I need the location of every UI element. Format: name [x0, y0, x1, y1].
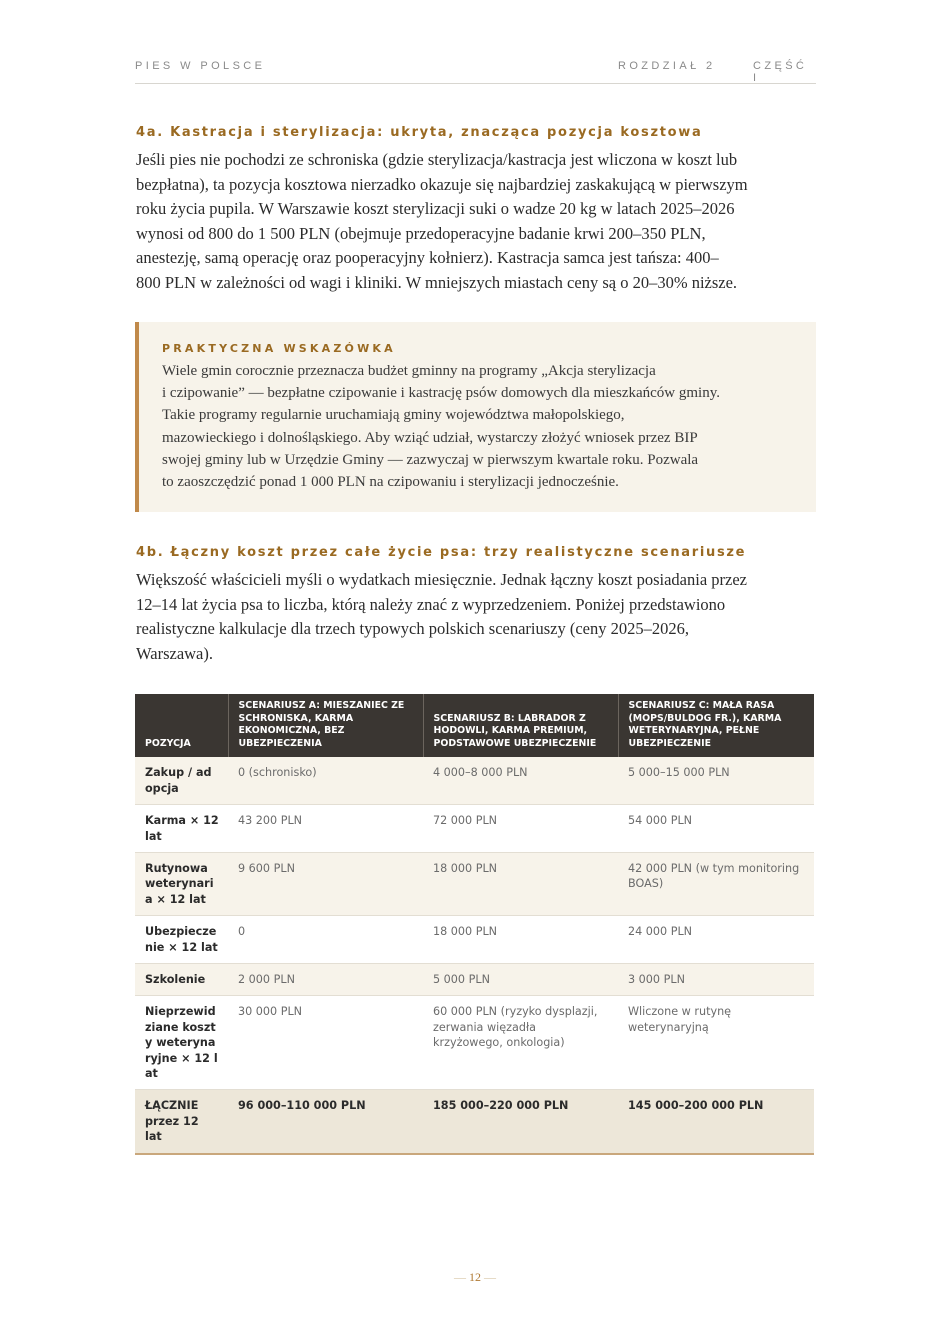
- table-cell: 2 000 PLN: [228, 964, 423, 996]
- table-row: [135, 805, 814, 853]
- tip-line: swojej gminy lub w Urzędzie Gminy — zazwyczaj w pierwszym kwartale roku. Pozwala: [162, 451, 699, 468]
- header-book-title: PIES W POLSCE: [135, 60, 266, 72]
- table-row: [135, 757, 814, 804]
- row-label: Karma × 12 lat: [135, 805, 228, 853]
- paragraph-line: realistyczne kalkulacje dla trzech typowych polskich scenariuszy (ceny 2025–2026,: [136, 619, 690, 639]
- table-cell: 9 600 PLN: [228, 853, 423, 916]
- section-4b-heading: 4b. Łączny koszt przez całe życie psa: trzy realistyczne scenariusze: [136, 545, 747, 560]
- section-4a-heading: 4a. Kastracja i sterylizacja: ukryta, znacząca pozycja kosztowa: [136, 125, 703, 140]
- total-cell: 185 000–220 000 PLN: [423, 1090, 618, 1154]
- table-cell: 18 000 PLN: [423, 853, 618, 916]
- table-cell: 4 000–8 000 PLN: [423, 757, 618, 804]
- row-label: Nieprzewidziane koszty weterynaryjne × 12 lat: [135, 996, 228, 1090]
- table-cell: 5 000–15 000 PLN: [618, 757, 814, 804]
- table-row: [135, 996, 814, 1090]
- table-cell: 18 000 PLN: [423, 916, 618, 964]
- table-cell: 5 000 PLN: [423, 964, 618, 996]
- tip-line: Takie programy regularnie uruchamiają gminy województwa małopolskiego,: [162, 407, 625, 424]
- page-number: 12: [469, 1270, 481, 1284]
- header-part: CZĘŚĆ I: [753, 60, 808, 84]
- table-row: [135, 853, 814, 916]
- row-label: Ubezpieczenie × 12 lat: [135, 916, 228, 964]
- page-number-footer: — 12 —: [454, 1270, 496, 1284]
- tip-line: to zaoszczędzić ponad 1 000 PLN na czipowaniu i sterylizacji jednocześnie.: [162, 474, 619, 491]
- tip-label: PRAKTYCZNA WSKAZÓWKA: [162, 342, 396, 355]
- table-header-row: [135, 694, 814, 757]
- column-header-scenario-b: SCENARIUSZ B: LABRADOR Z HODOWLI, KARMA PREMIUM, PODSTAWOWE UBEZPIECZENIE: [423, 694, 618, 757]
- practical-tip-box: [135, 322, 816, 512]
- row-label: Szkolenie: [135, 964, 228, 996]
- column-header-scenario-a: SCENARIUSZ A: MIESZANIEC ZE SCHRONISKA, KARMA EKONOMICZNA, BEZ UBEZPIECZENIA: [228, 694, 423, 757]
- table-total-row: [135, 1090, 814, 1154]
- tip-line: mazowieckiego i dolnośląskiego. Aby wziąć udział, wystarczy złożyć wniosek przez BIP: [162, 429, 698, 446]
- table-cell: 54 000 PLN: [618, 805, 814, 853]
- table-cell: 60 000 PLN (ryzyko dysplazji, zerwania więzadła krzyżowego, onkologia): [423, 996, 618, 1090]
- table-cell: 42 000 PLN (w tym monitoring BOAS): [618, 853, 814, 916]
- total-cell: 145 000–200 000 PLN: [618, 1090, 814, 1154]
- section-4b-paragraph: [136, 568, 816, 666]
- paragraph-line: Większość właścicieli myśli o wydatkach miesięcznie. Jednak łączny koszt posiadania przez: [136, 570, 747, 589]
- paragraph-line: bezpłatna), ta pozycja kosztowa nierzadko okazuje się najbardziej zaskakującą w pierwszym: [136, 174, 748, 194]
- total-label: ŁĄCZNIE przez 12 lat: [135, 1090, 228, 1154]
- table-cell: 72 000 PLN: [423, 805, 618, 853]
- header-chapter: ROZDZIAŁ 2: [618, 60, 716, 72]
- column-header-scenario-c: SCENARIUSZ C: MAŁA RASA (MOPS/BULDOG FR.), KARMA WETERYNARYJNA, PEŁNE UBEZPIECZENIE: [618, 694, 814, 757]
- row-label: Rutynowa weterynaria × 12 lat: [135, 853, 228, 916]
- table-cell: 0 (schronisko): [228, 757, 423, 804]
- tip-body: [162, 360, 802, 493]
- paragraph-line: Warszawa).: [136, 643, 213, 663]
- paragraph-line: 12–14 lat życia psa to liczba, którą należy znać z wyprzedzeniem. Poniżej przedstawiono: [136, 594, 726, 614]
- lifetime-cost-table: [135, 694, 814, 1155]
- column-header-position: POZYCJA: [135, 694, 228, 757]
- section-4a-paragraph: [136, 148, 816, 296]
- paragraph-line: Jeśli pies nie pochodzi ze schroniska (gdzie sterylizacja/kastracja jest wliczona w koszt lub: [136, 150, 738, 169]
- paragraph-line: roku życia pupila. W Warszawie koszt sterylizacji suki o wadze 20 kg w latach 2025–2026: [136, 199, 735, 219]
- table-cell: 30 000 PLN: [228, 996, 423, 1090]
- total-cell: 96 000–110 000 PLN: [228, 1090, 423, 1154]
- tip-line: Wiele gmin corocznie przeznacza budżet gminny na programy „Akcja sterylizacja: [162, 363, 656, 379]
- table-row: [135, 916, 814, 964]
- table-cell: 3 000 PLN: [618, 964, 814, 996]
- table-cell: 0: [228, 916, 423, 964]
- paragraph-line: wynosi od 800 do 1 500 PLN (obejmuje przedoperacyjne badanie krwi 200–350 PLN,: [136, 223, 706, 243]
- running-header: [135, 60, 816, 84]
- table-row: [135, 964, 814, 996]
- table-cell: 24 000 PLN: [618, 916, 814, 964]
- table-cell: Wliczone w rutynę weterynaryjną: [618, 996, 814, 1090]
- table-cell: 43 200 PLN: [228, 805, 423, 853]
- paragraph-line: 800 PLN w zależności od wagi i kliniki. W mniejszych miastach ceny są o 20–30% niższe.: [136, 272, 738, 292]
- paragraph-line: anestezję, samą operację oraz pooperacyjny kołnierz). Kastracja samca jest tańsza: 400–: [136, 248, 719, 268]
- tip-line: i czipowanie” — bezpłatne czipowanie i kastrację psów domowych dla mieszkańców gminy.: [162, 385, 721, 402]
- row-label: Zakup / adopcja: [135, 757, 228, 804]
